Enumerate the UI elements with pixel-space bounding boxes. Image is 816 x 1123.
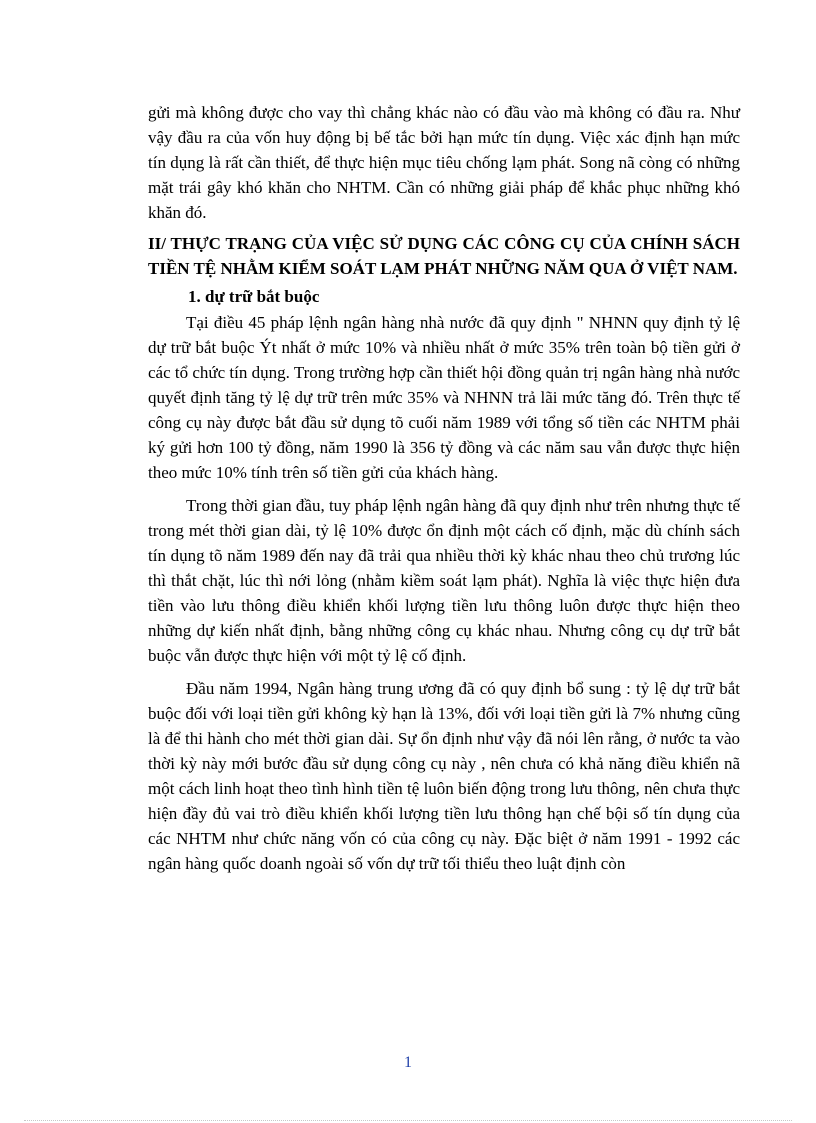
intro-paragraph: gửi mà không được cho vay thì chẳng khác nào có đầu vào mà không có đầu ra. Như vậy đầu ra của vốn huy động bị bế tắc bởi hạn mức tín dụng. Việc xác định hạn mức tín dụng là rất cần thiết, để thực hiện mục tiêu chống lạm phát. Song nã còng có những mặt trái gây khó khăn cho NHTM. Cần có những giải pháp để khắc phục những khó khăn đó.	[148, 103, 740, 222]
footer-divider	[24, 1120, 792, 1121]
page-number: 1	[404, 1054, 412, 1071]
body-paragraph-2: Trong thời gian đầu, tuy pháp lệnh ngân hàng đã quy định như trên nhưng thực tế trong mét thời gian dài, tỷ lệ 10% được ổn định một cách cố định, mặc dù chính sách tín dụng tõ năm 1989 đến nay đã trải qua nhiều thời kỳ khác nhau theo chủ trương lúc thì thắt chặt, lúc thì nới lỏng (nhằm kiềm soát lạm phát). Nghĩa là việc thực hiện đưa tiền vào lưu thông điều khiển khối lượng tiền lưu thông luôn được thực hiện theo những dự kiến nhất định, bằng những công cụ khác nhau. Nhưng công cụ dự trữ bắt buộc vẫn được thực hiện với một tỷ lệ cố định.	[148, 496, 740, 665]
body-paragraph-1: Tại điều 45 pháp lệnh ngân hàng nhà nước đã quy định " NHNN quy định tỷ lệ dự trữ bắt buộc Ýt nhất ở mức 10% và nhiều nhất ở mức 35% trên toàn bộ tiền gửi ở các tổ chức tín dụng. Trong trường hợp cần thiết hội đồng quản trị ngân hàng nhà nước quyết định tăng tỷ lệ dự trữ trên mức 35% và NHNN trả lãi mức tăng đó. Trên thực tế công cụ này được bắt đầu sử dụng tõ cuối năm 1989 với tổng số tiền các NHTM phải ký gửi hơn 100 tỷ đồng, năm 1990 là 356 tỷ đồng và các năm sau vẫn được thực hiện theo mức 10% tính trên số tiền gửi của khách hàng.	[148, 313, 740, 482]
body-paragraph-3: Đầu năm 1994, Ngân hàng trung ương đã có quy định bổ sung : tỷ lệ dự trữ bắt buộc đối với loại tiền gửi không kỳ hạn là 13%, đối với loại tiền gửi là 7% nhưng cũng là để thi hành cho mét thời gian dài. Sự ổn định như vậy đã nói lên rằng, ở nước ta vào thời kỳ này mới bước đầu sử dụng công cụ này , nên chưa có khả năng điều khiển nã một cách linh hoạt theo tình hình tiền tệ luôn biến động trong lưu thông, nên chưa thực hiện đầy đủ vai trò điều khiển khối lượng tiền lưu thông hạn chế bội số tín dụng của các NHTM như chức năng vốn có của công cụ này. Đặc biệt ở năm 1991 - 1992 các ngân hàng quốc doanh ngoài số vốn dự trữ tối thiểu theo luật định còn	[148, 679, 740, 873]
section-heading: II/ THỰC TRẠNG CỦA VIỆC SỬ DỤNG CÁC CÔNG CỤ CỦA CHÍNH SÁCH TIỀN TỆ NHẰM KIỂM SOÁT LẠM PHÁT NHỮNG NĂM QUA Ở VIỆT NAM.	[148, 234, 740, 278]
subsection-heading: 1. dự trữ bắt buộc	[188, 287, 320, 306]
document-page	[148, 100, 740, 876]
